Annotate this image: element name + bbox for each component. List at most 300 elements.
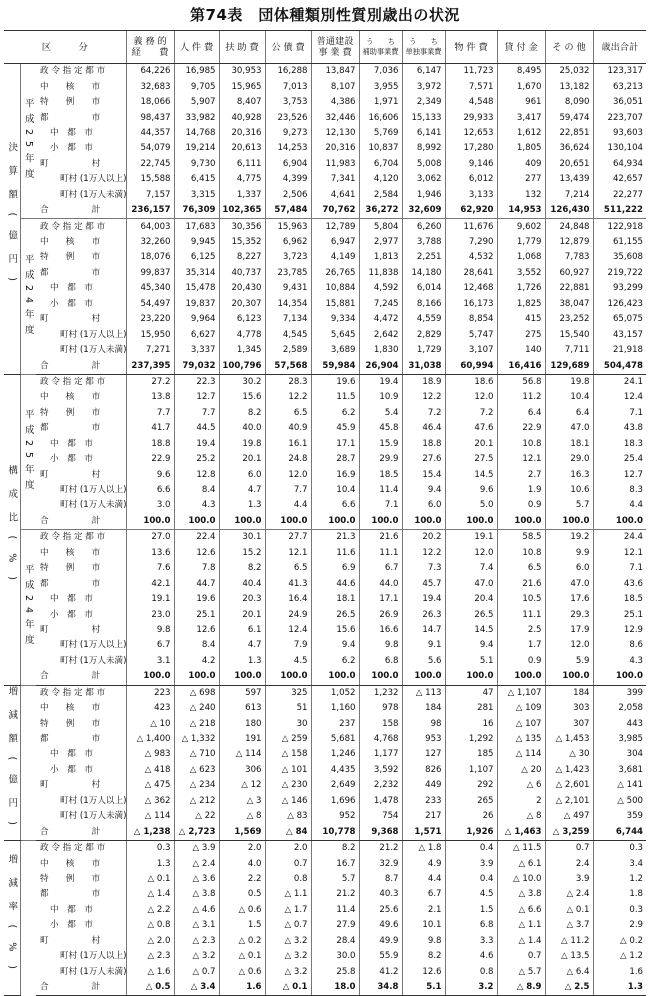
row-label: 合 計 bbox=[40, 205, 101, 216]
value-cell: 4,768 bbox=[359, 732, 402, 747]
table-row bbox=[4, 607, 646, 622]
value-cell: 100.0 bbox=[174, 514, 219, 530]
value-cell: 18,066 bbox=[126, 95, 174, 110]
value-cell: 18.9 bbox=[402, 374, 445, 390]
value-cell: 2,349 bbox=[402, 95, 445, 110]
value-cell: 54,497 bbox=[126, 297, 174, 312]
value-cell: 6.8 bbox=[359, 654, 402, 669]
value-cell: 415 bbox=[497, 312, 545, 327]
value-cell: 60,994 bbox=[445, 358, 497, 374]
value-cell: 3,062 bbox=[402, 172, 445, 187]
row-label: 町村 (1万人以上) bbox=[60, 174, 127, 185]
value-cell: △ 3.9 bbox=[174, 840, 219, 856]
value-cell: 6.1 bbox=[219, 623, 265, 638]
value-cell: △ 983 bbox=[126, 747, 174, 762]
value-cell: 7,783 bbox=[545, 250, 593, 265]
row-label: 合 計 bbox=[36, 669, 126, 685]
value-cell: △ 11.5 bbox=[497, 840, 545, 856]
value-cell: 15,963 bbox=[265, 219, 311, 235]
value-cell: 11.5 bbox=[311, 390, 359, 405]
value-cell: 100.0 bbox=[265, 514, 311, 530]
table-row bbox=[4, 949, 646, 964]
column-header bbox=[311, 31, 359, 64]
value-cell: △ 212 bbox=[174, 794, 219, 809]
value-cell: 13,847 bbox=[311, 64, 359, 80]
value-cell: 8,854 bbox=[445, 312, 497, 327]
value-cell: 20,651 bbox=[545, 157, 593, 172]
value-cell: △ 3.2 bbox=[174, 949, 219, 964]
value-cell: 8.4 bbox=[174, 483, 219, 498]
value-cell: 23,220 bbox=[126, 312, 174, 327]
value-cell: 21.2 bbox=[311, 887, 359, 902]
year-label: 平成25年度 bbox=[20, 374, 36, 529]
value-cell: 1,729 bbox=[402, 343, 445, 358]
value-cell: 21.6 bbox=[359, 530, 402, 546]
value-cell: 8,107 bbox=[311, 79, 359, 94]
value-cell: 54,079 bbox=[126, 141, 174, 156]
value-cell: 12,879 bbox=[545, 235, 593, 250]
value-cell: 12.0 bbox=[265, 467, 311, 482]
value-cell: 18.6 bbox=[445, 374, 497, 390]
column-header-text: う ち bbox=[409, 37, 438, 46]
value-cell: 443 bbox=[593, 716, 646, 731]
value-cell: 7,013 bbox=[265, 79, 311, 94]
value-cell: 41.7 bbox=[126, 421, 174, 436]
column-header-text: 義 務 的 bbox=[133, 36, 167, 47]
row-label: 中 核 市 bbox=[40, 81, 101, 92]
value-cell: 12,789 bbox=[311, 219, 359, 235]
value-cell: 16,288 bbox=[265, 64, 311, 80]
value-cell: 2,058 bbox=[593, 701, 646, 716]
value-cell: 3,337 bbox=[174, 343, 219, 358]
value-cell: 5.7 bbox=[545, 498, 593, 513]
value-cell: △ 158 bbox=[265, 747, 311, 762]
value-cell: 12.1 bbox=[265, 546, 311, 561]
value-cell: 0.4 bbox=[445, 840, 497, 856]
value-cell: 26 bbox=[445, 809, 497, 824]
value-cell: 6,014 bbox=[402, 281, 445, 296]
column-header-text: 貸 付 金 bbox=[504, 41, 538, 53]
value-cell: 0.7 bbox=[497, 949, 545, 964]
value-cell: 22,851 bbox=[545, 126, 593, 141]
row-label: 町村 (1万人未満) bbox=[60, 345, 127, 356]
value-cell: 20,316 bbox=[311, 141, 359, 156]
value-cell: 16.9 bbox=[311, 467, 359, 482]
value-cell: 7.2 bbox=[445, 406, 497, 421]
value-cell: 44.6 bbox=[311, 576, 359, 591]
value-cell: 233 bbox=[402, 794, 445, 809]
value-cell: 32,260 bbox=[126, 235, 174, 250]
value-cell: △ 1.2 bbox=[593, 949, 646, 964]
row-label: 町村 (1万人未満) bbox=[60, 500, 127, 511]
value-cell: △ 0.2 bbox=[219, 934, 265, 949]
value-cell: 1,971 bbox=[359, 95, 402, 110]
value-cell: 29,933 bbox=[445, 110, 497, 125]
value-cell: 19.1 bbox=[445, 530, 497, 546]
value-cell: 4,386 bbox=[311, 95, 359, 110]
value-cell: 7,571 bbox=[445, 79, 497, 94]
value-cell: 4.7 bbox=[219, 638, 265, 653]
value-cell: 277 bbox=[497, 172, 545, 187]
value-cell: 14,768 bbox=[174, 126, 219, 141]
value-cell: 21.2 bbox=[359, 840, 402, 856]
value-cell: 127 bbox=[402, 747, 445, 762]
value-cell: 7.7 bbox=[265, 483, 311, 498]
value-cell: 20.1 bbox=[219, 607, 265, 622]
row-label: 町 村 bbox=[40, 158, 101, 169]
value-cell: 8,407 bbox=[219, 95, 265, 110]
table-row bbox=[4, 964, 646, 979]
row-label: 中 核 市 bbox=[40, 703, 101, 714]
value-cell: 35,314 bbox=[174, 266, 219, 281]
value-cell: 6.6 bbox=[126, 483, 174, 498]
column-header bbox=[445, 31, 497, 64]
value-cell: 15,133 bbox=[402, 110, 445, 125]
value-cell: 100.0 bbox=[311, 514, 359, 530]
value-cell: △ 1,463 bbox=[497, 824, 545, 840]
table-row bbox=[4, 546, 646, 561]
value-cell: 1,337 bbox=[219, 188, 265, 203]
row-label: 町村 (1万人以上) bbox=[60, 485, 127, 496]
value-cell: △ 2,723 bbox=[174, 824, 219, 840]
value-cell: 19.2 bbox=[545, 530, 593, 546]
value-cell: 4.7 bbox=[219, 483, 265, 498]
value-cell: 7,214 bbox=[545, 188, 593, 203]
value-cell: △ 234 bbox=[174, 778, 219, 793]
value-cell: 64,934 bbox=[593, 157, 646, 172]
value-cell: 10.5 bbox=[497, 592, 545, 607]
value-cell: 30,356 bbox=[219, 219, 265, 235]
value-cell: 12.6 bbox=[402, 964, 445, 979]
value-cell: 1.5 bbox=[219, 918, 265, 933]
value-cell: 1,052 bbox=[311, 685, 359, 701]
value-cell: 223 bbox=[126, 685, 174, 701]
value-cell: 1.3 bbox=[593, 980, 646, 996]
value-cell: 12.2 bbox=[402, 546, 445, 561]
value-cell: 19.4 bbox=[359, 374, 402, 390]
value-cell: 43.8 bbox=[593, 421, 646, 436]
value-cell: 5,747 bbox=[445, 327, 497, 342]
value-cell: △ 2.4 bbox=[174, 856, 219, 871]
value-cell: △ 114 bbox=[219, 747, 265, 762]
value-cell: 47.0 bbox=[545, 421, 593, 436]
column-header bbox=[402, 31, 445, 64]
table-row bbox=[4, 406, 646, 421]
value-cell: 47.0 bbox=[545, 576, 593, 591]
value-cell: 6.7 bbox=[359, 561, 402, 576]
value-cell: △ 114 bbox=[497, 747, 545, 762]
value-cell: 18.1 bbox=[545, 437, 593, 452]
value-cell: 2.2 bbox=[219, 872, 265, 887]
value-cell: 20,430 bbox=[219, 281, 265, 296]
value-cell: 1,830 bbox=[359, 343, 402, 358]
value-cell: △ 1.4 bbox=[126, 887, 174, 902]
table-row bbox=[4, 95, 646, 110]
table-row bbox=[4, 809, 646, 824]
value-cell: 18.8 bbox=[402, 437, 445, 452]
value-cell: △ 4.6 bbox=[174, 903, 219, 918]
value-cell: 4,149 bbox=[311, 250, 359, 265]
row-label: 政 令 指 定 都 市 bbox=[36, 64, 126, 80]
value-cell: 6,904 bbox=[265, 157, 311, 172]
value-cell: 7.7 bbox=[126, 406, 174, 421]
value-cell: 275 bbox=[497, 327, 545, 342]
row-label: 小 都 市 bbox=[50, 143, 93, 154]
value-cell: 4.4 bbox=[402, 872, 445, 887]
value-cell: △ 2.3 bbox=[126, 949, 174, 964]
value-cell: △ 0.2 bbox=[593, 934, 646, 949]
value-cell: △ 13.5 bbox=[545, 949, 593, 964]
value-cell: 4.4 bbox=[265, 498, 311, 513]
value-cell: 23,785 bbox=[265, 266, 311, 281]
value-cell: 14.5 bbox=[445, 623, 497, 638]
value-cell: △ 6.4 bbox=[545, 964, 593, 979]
value-cell: 303 bbox=[545, 701, 593, 716]
value-cell: 26.5 bbox=[311, 607, 359, 622]
value-cell: 3,689 bbox=[311, 343, 359, 358]
value-cell: 130,104 bbox=[593, 141, 646, 156]
value-cell: 1,246 bbox=[311, 747, 359, 762]
value-cell: 19.8 bbox=[219, 437, 265, 452]
value-cell: 12.4 bbox=[265, 623, 311, 638]
value-cell: △ 0.1 bbox=[545, 903, 593, 918]
value-cell: 1,813 bbox=[359, 250, 402, 265]
value-cell: 102,365 bbox=[219, 203, 265, 219]
value-cell: 6,125 bbox=[174, 250, 219, 265]
value-cell: 43.6 bbox=[593, 576, 646, 591]
value-cell: 14,953 bbox=[497, 203, 545, 219]
row-label: 町 村 bbox=[40, 469, 101, 480]
value-cell: 2.5 bbox=[497, 623, 545, 638]
value-cell: △ 6.6 bbox=[497, 903, 545, 918]
value-cell: 6,962 bbox=[265, 235, 311, 250]
value-cell: 7,157 bbox=[126, 188, 174, 203]
value-cell: 14,354 bbox=[265, 297, 311, 312]
value-cell: 27.6 bbox=[402, 452, 445, 467]
value-cell: 9,602 bbox=[497, 219, 545, 235]
row-label: 政 令 指 定 都 市 bbox=[36, 840, 126, 856]
total-row bbox=[4, 980, 646, 996]
row-label: 特 例 市 bbox=[40, 873, 101, 884]
value-cell: 2.7 bbox=[497, 467, 545, 482]
value-cell: 10.6 bbox=[545, 483, 593, 498]
value-cell: △ 84 bbox=[265, 824, 311, 840]
value-cell: 11.4 bbox=[311, 903, 359, 918]
value-cell: 6.0 bbox=[219, 467, 265, 482]
value-cell: △ 135 bbox=[497, 732, 545, 747]
table-row bbox=[4, 281, 646, 296]
value-cell: 32,683 bbox=[126, 79, 174, 94]
table-row bbox=[4, 374, 646, 390]
value-cell: 123,317 bbox=[593, 64, 646, 80]
value-cell: △ 101 bbox=[265, 763, 311, 778]
value-cell: 15,950 bbox=[126, 327, 174, 342]
value-cell: 8,992 bbox=[402, 141, 445, 156]
value-cell: 36,272 bbox=[359, 203, 402, 219]
value-cell: 100.0 bbox=[545, 669, 593, 685]
value-cell: 180 bbox=[219, 716, 265, 731]
value-cell: 9.6 bbox=[126, 467, 174, 482]
value-cell: 47 bbox=[445, 685, 497, 701]
row-label: 特 例 市 bbox=[40, 407, 101, 418]
value-cell: 11,983 bbox=[311, 157, 359, 172]
table-row bbox=[4, 219, 646, 235]
value-cell: △ 259 bbox=[265, 732, 311, 747]
value-cell: 40,928 bbox=[219, 110, 265, 125]
value-cell: 423 bbox=[126, 701, 174, 716]
row-label: 合 計 bbox=[36, 358, 126, 374]
value-cell: 98,437 bbox=[126, 110, 174, 125]
value-cell: 5.4 bbox=[359, 406, 402, 421]
value-cell: 22,277 bbox=[593, 188, 646, 203]
value-cell: 57,484 bbox=[265, 203, 311, 219]
value-cell: 5.7 bbox=[311, 872, 359, 887]
value-cell: 7,036 bbox=[359, 64, 402, 80]
value-cell: △ 12 bbox=[219, 778, 265, 793]
value-cell: 2,829 bbox=[402, 327, 445, 342]
value-cell: 31,038 bbox=[402, 358, 445, 374]
value-cell: 6.5 bbox=[265, 406, 311, 421]
value-cell: 6.2 bbox=[311, 406, 359, 421]
value-cell: 21.3 bbox=[311, 530, 359, 546]
value-cell: 24,848 bbox=[545, 219, 593, 235]
value-cell: 29.0 bbox=[545, 452, 593, 467]
value-cell: 11,676 bbox=[445, 219, 497, 235]
value-cell: 26.9 bbox=[359, 607, 402, 622]
value-cell: 12.6 bbox=[174, 623, 219, 638]
value-cell: 3,107 bbox=[445, 343, 497, 358]
value-cell: 15.9 bbox=[359, 437, 402, 452]
value-cell: 1,571 bbox=[402, 824, 445, 840]
value-cell: 9,964 bbox=[174, 312, 219, 327]
value-cell: 826 bbox=[402, 763, 445, 778]
value-cell: 184 bbox=[545, 685, 593, 701]
column-header-text: 人 件 費 bbox=[179, 41, 214, 53]
value-cell: 45.8 bbox=[359, 421, 402, 436]
value-cell: △ 3.2 bbox=[265, 934, 311, 949]
value-cell: 237,395 bbox=[126, 358, 174, 374]
value-cell: 64,226 bbox=[126, 64, 174, 80]
value-cell: 23.0 bbox=[126, 607, 174, 622]
value-cell: 42,657 bbox=[593, 172, 646, 187]
value-cell: 11.4 bbox=[359, 483, 402, 498]
value-cell: 6,141 bbox=[402, 126, 445, 141]
column-header bbox=[219, 31, 265, 64]
value-cell: 13,439 bbox=[545, 172, 593, 187]
value-cell: 511,222 bbox=[593, 203, 646, 219]
table-row bbox=[4, 794, 646, 809]
value-cell: 0.7 bbox=[265, 856, 311, 871]
value-cell: 449 bbox=[402, 778, 445, 793]
value-cell: △ 0.8 bbox=[126, 918, 174, 933]
value-cell: 100.0 bbox=[402, 669, 445, 685]
value-cell: 12,130 bbox=[311, 126, 359, 141]
value-cell: 56.8 bbox=[497, 374, 545, 390]
value-cell: △ 3.8 bbox=[174, 887, 219, 902]
value-cell: 2,506 bbox=[265, 188, 311, 203]
row-label: 町村 (1万人以上) bbox=[60, 640, 127, 651]
value-cell: 3,753 bbox=[265, 95, 311, 110]
table-row bbox=[4, 235, 646, 250]
value-cell: 4,775 bbox=[219, 172, 265, 187]
row-label: 中 都 市 bbox=[50, 127, 93, 138]
category-header: 区 分 bbox=[4, 31, 126, 64]
value-cell: 1,068 bbox=[497, 250, 545, 265]
section-label: 構成比(%) bbox=[4, 374, 20, 685]
value-cell: 6.5 bbox=[497, 561, 545, 576]
row-label: 中 都 市 bbox=[50, 904, 93, 915]
header-row bbox=[4, 31, 646, 64]
value-cell: 1,478 bbox=[359, 794, 402, 809]
row-label: 町村 (1万人以上) bbox=[60, 951, 127, 962]
value-cell: 12.0 bbox=[445, 390, 497, 405]
value-cell: 23,252 bbox=[545, 312, 593, 327]
section-label: 増減率(%) bbox=[4, 840, 20, 995]
value-cell: 40,737 bbox=[219, 266, 265, 281]
value-cell: 5,804 bbox=[359, 219, 402, 235]
value-cell: 6.7 bbox=[402, 887, 445, 902]
value-cell: 504,478 bbox=[593, 358, 646, 374]
value-cell: 1,345 bbox=[219, 343, 265, 358]
value-cell: 3,955 bbox=[359, 79, 402, 94]
value-cell: 0.8 bbox=[265, 872, 311, 887]
value-cell: 100.0 bbox=[126, 669, 174, 685]
value-cell: 5.1 bbox=[402, 980, 445, 996]
value-cell: 4,472 bbox=[359, 312, 402, 327]
value-cell: △ 3.6 bbox=[174, 872, 219, 887]
value-cell: 17.6 bbox=[545, 592, 593, 607]
row-label: 政 令 指 定 都 市 bbox=[36, 530, 126, 546]
value-cell: 32.9 bbox=[359, 856, 402, 871]
value-cell: 307 bbox=[545, 716, 593, 731]
value-cell: 30 bbox=[265, 716, 311, 731]
value-cell: 28.3 bbox=[265, 374, 311, 390]
value-cell: △ 418 bbox=[126, 763, 174, 778]
value-cell: 16,985 bbox=[174, 64, 219, 80]
value-cell: 3.0 bbox=[126, 498, 174, 513]
value-cell: 9.8 bbox=[359, 638, 402, 653]
value-cell: 1.6 bbox=[593, 964, 646, 979]
row-label: 都 市 bbox=[40, 423, 101, 434]
value-cell: 5,645 bbox=[311, 327, 359, 342]
value-cell: 7,245 bbox=[359, 297, 402, 312]
value-cell: △ 1.7 bbox=[265, 903, 311, 918]
value-cell: 17.1 bbox=[311, 437, 359, 452]
value-cell: △ 6 bbox=[497, 778, 545, 793]
value-cell: 12.2 bbox=[402, 390, 445, 405]
value-cell: 3.9 bbox=[545, 872, 593, 887]
value-cell: 3,592 bbox=[359, 763, 402, 778]
value-cell: 15,540 bbox=[545, 327, 593, 342]
value-cell: 12.7 bbox=[174, 390, 219, 405]
value-cell: 4.0 bbox=[219, 856, 265, 871]
value-cell: 13.8 bbox=[126, 390, 174, 405]
value-cell: △ 623 bbox=[174, 763, 219, 778]
value-cell: 14.5 bbox=[445, 467, 497, 482]
page-title: 第74表 団体種類別性質別歳出の状況 bbox=[190, 6, 460, 24]
value-cell: 41.3 bbox=[265, 576, 311, 591]
value-cell: 29.9 bbox=[359, 452, 402, 467]
value-cell: 1.3 bbox=[219, 498, 265, 513]
value-cell: 28,641 bbox=[445, 266, 497, 281]
value-cell: 6,111 bbox=[219, 157, 265, 172]
table-row bbox=[4, 903, 646, 918]
value-cell: 100.0 bbox=[497, 514, 545, 530]
value-cell: 19.4 bbox=[402, 592, 445, 607]
value-cell: 978 bbox=[359, 701, 402, 716]
column-header-text: 公 債 費 bbox=[271, 41, 305, 53]
value-cell: 9,273 bbox=[265, 126, 311, 141]
